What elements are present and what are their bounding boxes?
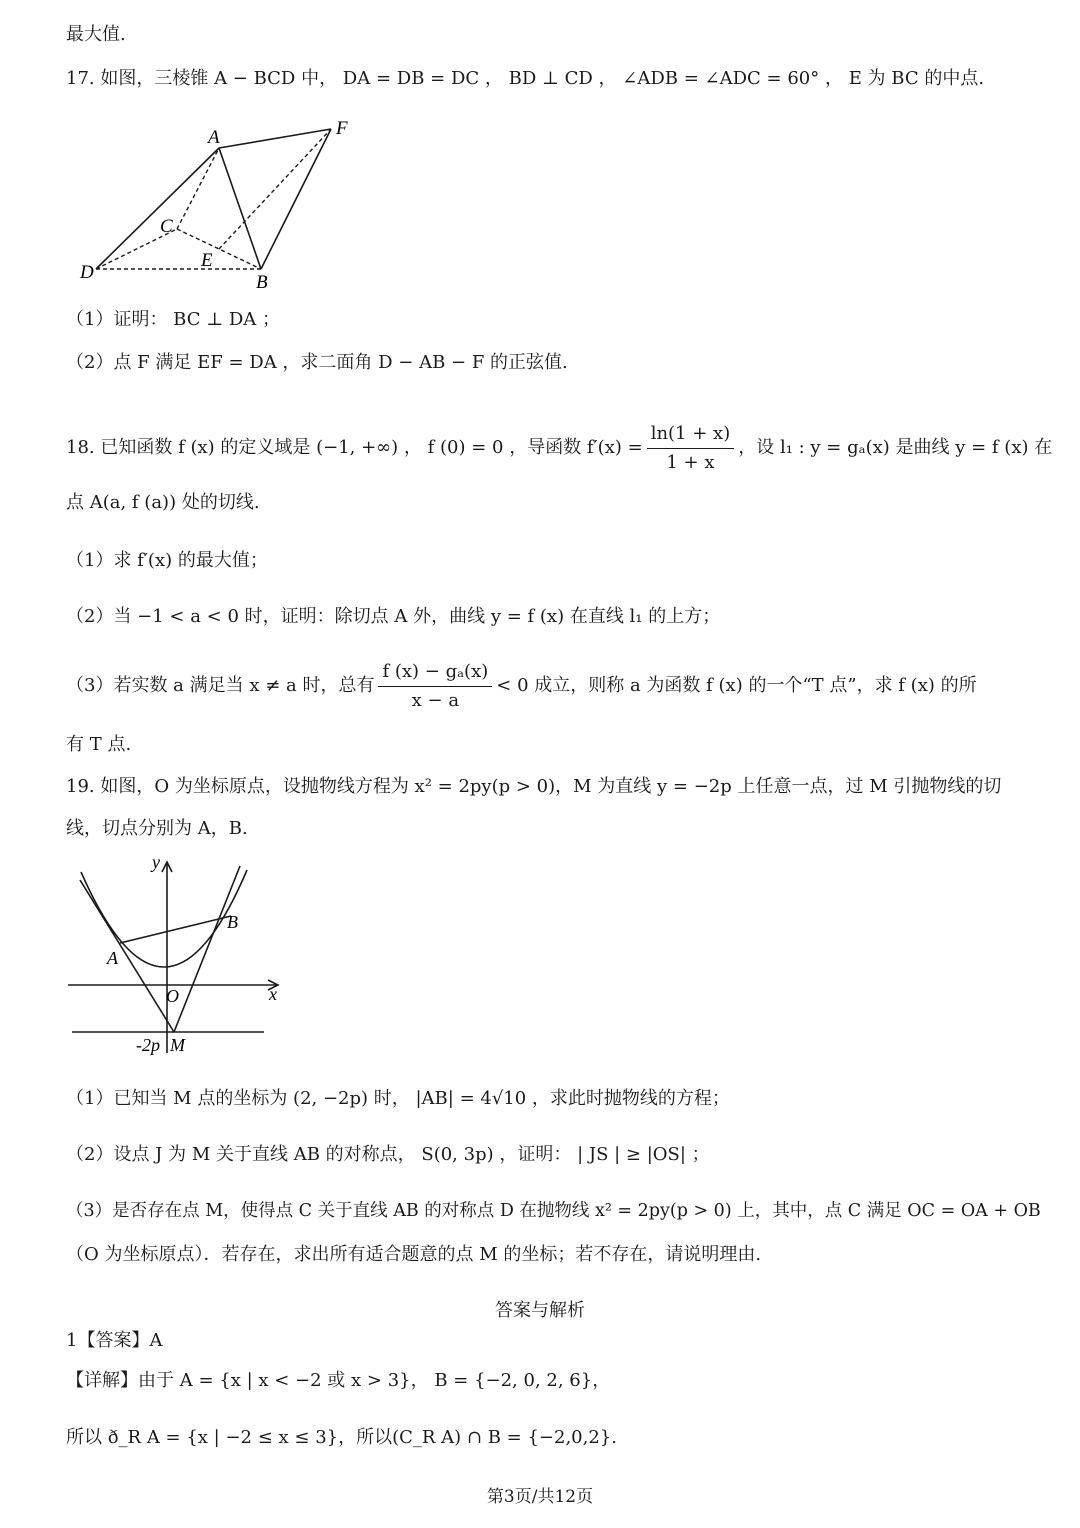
q19-part1: （1）已知当 M 点的坐标为 (2, −2p) 时， |AB| = 4√10 ，求此时抛物线的方程； — [66, 1088, 730, 1109]
q18-part2: （2）当 −1 < a < 0 时，证明：除切点 A 外，曲线 y = f (x) 在直线 l₁ 的上方； — [66, 606, 721, 627]
q18-stem-line1 — [66, 420, 1052, 476]
label-B: B — [227, 912, 238, 932]
label-C: C — [160, 216, 173, 237]
q18-part1: （1）求 f′(x) 的最大值； — [66, 550, 268, 571]
label-D: D — [80, 262, 94, 283]
q17-figure — [74, 116, 364, 292]
q19-part3-line1: （3）是否存在点 M，使得点 C 关于直线 AB 的对称点 D 在抛物线 x² = 2py(p > 0) 上，其中，点 C 满足 OC = OA + OB — [66, 1201, 1041, 1221]
label-M: M — [170, 1035, 185, 1055]
q18-part3-line2: 有 T 点. — [66, 734, 132, 755]
q18-frac-den: 1 + x — [666, 451, 715, 473]
answer-1-label: 1【答案】A — [66, 1330, 163, 1351]
q18-p3-b: < 0 成立，则称 a 为函数 f (x) 的一个“T 点”，求 f (x) 的所 — [496, 675, 977, 696]
q18-p3-fraction — [378, 661, 492, 712]
label-A: A — [208, 127, 220, 148]
carryover-text: 最大值. — [66, 24, 126, 45]
page-footer: 第3页/共12页 — [486, 1487, 594, 1507]
q19-part3-line2: （O 为坐标原点）．若存在，求出所有适合题意的点 M 的坐标；若不存在，请说明理由. — [66, 1244, 762, 1265]
label-F: F — [336, 118, 348, 139]
label-E: E — [201, 250, 213, 271]
q18-stem-c: 点 A(a, f (a)) 处的切线. — [66, 492, 260, 513]
q18-p3-a: （3）若实数 a 满足当 x ≠ a 时，总有 — [66, 675, 375, 696]
q18-frac-num: ln(1 + x) — [647, 423, 735, 449]
answer-1-line2: 所以 ð_R A = {x | −2 ≤ x ≤ 3}，所以(C_R A) ∩ B = {−2,0,2}. — [66, 1427, 617, 1448]
label-O: O — [166, 986, 179, 1006]
answer-heading: 答案与解析 — [495, 1300, 585, 1321]
q17-part1: （1）证明： BC ⊥ DA ； — [66, 309, 281, 330]
label-neg2p: -2p — [136, 1035, 160, 1055]
label-x: x — [269, 984, 277, 1004]
q18-stem-b: ，设 l₁ : y = gₐ(x) 是曲线 y = f (x) 在 — [738, 437, 1053, 458]
label-A: A — [107, 948, 118, 968]
q19-stem-b: 线，切点分别为 A，B. — [66, 818, 248, 839]
label-B: B — [256, 272, 268, 292]
q17-part2: （2）点 F 满足 EF = DA ，求二面角 D − AB − F 的正弦值. — [66, 352, 568, 373]
q19-stem-a: 19. 如图，O 为坐标原点，设抛物线方程为 x² = 2py(p > 0)，M 为直线 y = −2p 上任意一点，过 M 引抛物线的切 — [66, 776, 1002, 797]
q18-part3-line1 — [66, 658, 977, 714]
q18-derivative-fraction — [647, 423, 735, 474]
q18-p3-den: x − a — [411, 689, 460, 711]
q18-stem-a: 18. 已知函数 f (x) 的定义域是 (−1, +∞) ， f (0) = 0 ，导函数 f′(x) = — [66, 437, 643, 458]
q19-figure — [64, 848, 294, 1060]
q17-stem: 17. 如图，三棱锥 A − BCD 中， DA = DB = DC ， BD ⊥ CD ， ∠ADB = ∠ADC = 60° ， E 为 BC 的中点. — [66, 68, 985, 89]
label-y: y — [152, 852, 160, 872]
q19-part2: （2）设点 J 为 M 关于直线 AB 的对称点， S(0, 3p) ，证明： | JS | ≥ |OS| ； — [66, 1144, 710, 1165]
q18-p3-num: f (x) − gₐ(x) — [378, 661, 492, 687]
answer-1-detail: 【详解】由于 A = {x | x < −2 或 x > 3}， B = {−2, 0, 2, 6}， — [66, 1370, 611, 1391]
